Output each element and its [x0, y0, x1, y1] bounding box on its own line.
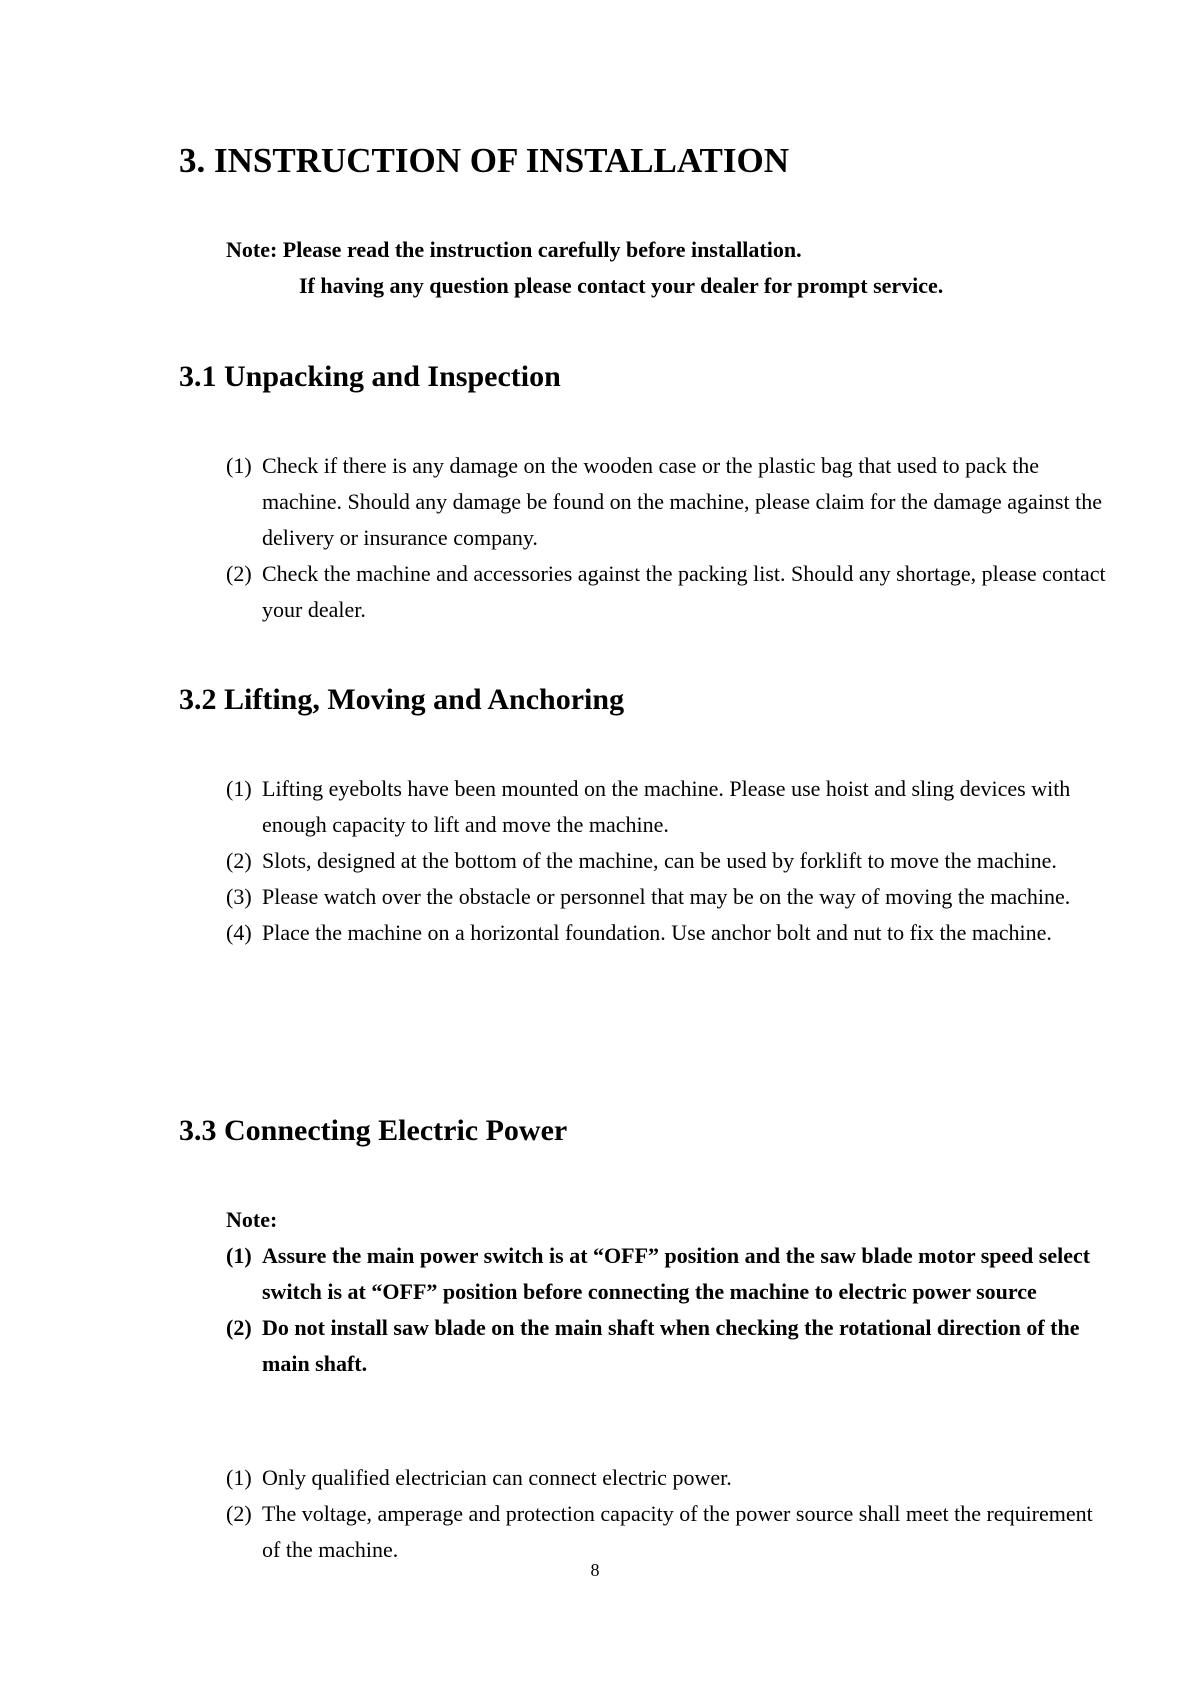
lifting-list — [226, 771, 1106, 951]
list-item — [226, 1310, 1106, 1382]
section-heading-lifting: 3.2 Lifting, Moving and Anchoring — [179, 683, 625, 716]
list-item-number: (4) — [226, 920, 252, 945]
list-item — [226, 843, 1106, 879]
list-item-text: Do not install saw blade on the main shaft when checking the rotational direction of the main shaft. — [262, 1315, 1080, 1376]
list-item-number: (2) — [226, 561, 252, 586]
list-item-number: (1) — [226, 453, 252, 478]
list-item-text: Check if there is any damage on the wooden case or the plastic bag that used to pack the machine. Should any damage be found on the machine, please claim for the damage against the delivery or insurance company. — [262, 453, 1102, 550]
list-item-number: (1) — [226, 776, 252, 801]
list-item — [226, 1238, 1106, 1310]
list-item — [226, 771, 1106, 843]
list-item-text: Place the machine on a horizontal foundation. Use anchor bolt and nut to fix the machine. — [262, 920, 1052, 945]
list-item — [226, 915, 1106, 951]
list-item-text: Lifting eyebolts have been mounted on the machine. Please use hoist and sling devices with enough capacity to lift and move the machine. — [262, 776, 1071, 837]
list-item — [226, 556, 1106, 628]
list-item-number: (2) — [226, 1315, 252, 1340]
list-item-text: Check the machine and accessories against the packing list. Should any shortage, please contact your dealer. — [262, 561, 1106, 622]
intro-note-line-2: If having any question please contact your dealer for prompt service. — [299, 273, 944, 298]
list-item — [226, 1460, 1106, 1496]
list-item-text: Slots, designed at the bottom of the machine, can be used by forklift to move the machine. — [262, 848, 1057, 873]
electric-list — [226, 1460, 1106, 1568]
list-item-text: Please watch over the obstacle or personnel that may be on the way of moving the machine. — [262, 884, 1071, 909]
list-item — [226, 448, 1106, 556]
list-item-text: Assure the main power switch is at “OFF” position and the saw blade motor speed select switch is at “OFF” position before connecting the machine to electric power source — [262, 1243, 1091, 1304]
electric-note-list — [226, 1238, 1106, 1382]
list-item — [226, 879, 1106, 915]
page-number: 8 — [590, 1560, 600, 1580]
intro-note-line-1: Note: Please read the instruction carefully before installation. — [226, 237, 802, 262]
list-item-text: The voltage, amperage and protection capacity of the power source shall meet the requirement of the machine. — [262, 1501, 1093, 1562]
list-item-number: (2) — [226, 848, 252, 873]
list-item-number: (3) — [226, 884, 252, 909]
list-item-number: (1) — [226, 1465, 252, 1490]
section-heading-unpacking: 3.1 Unpacking and Inspection — [179, 360, 561, 393]
unpacking-list — [226, 448, 1106, 628]
section-heading-electric-power: 3.3 Connecting Electric Power — [179, 1114, 568, 1147]
page-title: 3. INSTRUCTION OF INSTALLATION — [179, 141, 790, 180]
list-item-text: Only qualified electrician can connect electric power. — [262, 1465, 732, 1490]
list-item-number: (1) — [226, 1243, 252, 1268]
note-label: Note: — [226, 1207, 278, 1232]
list-item-number: (2) — [226, 1501, 252, 1526]
